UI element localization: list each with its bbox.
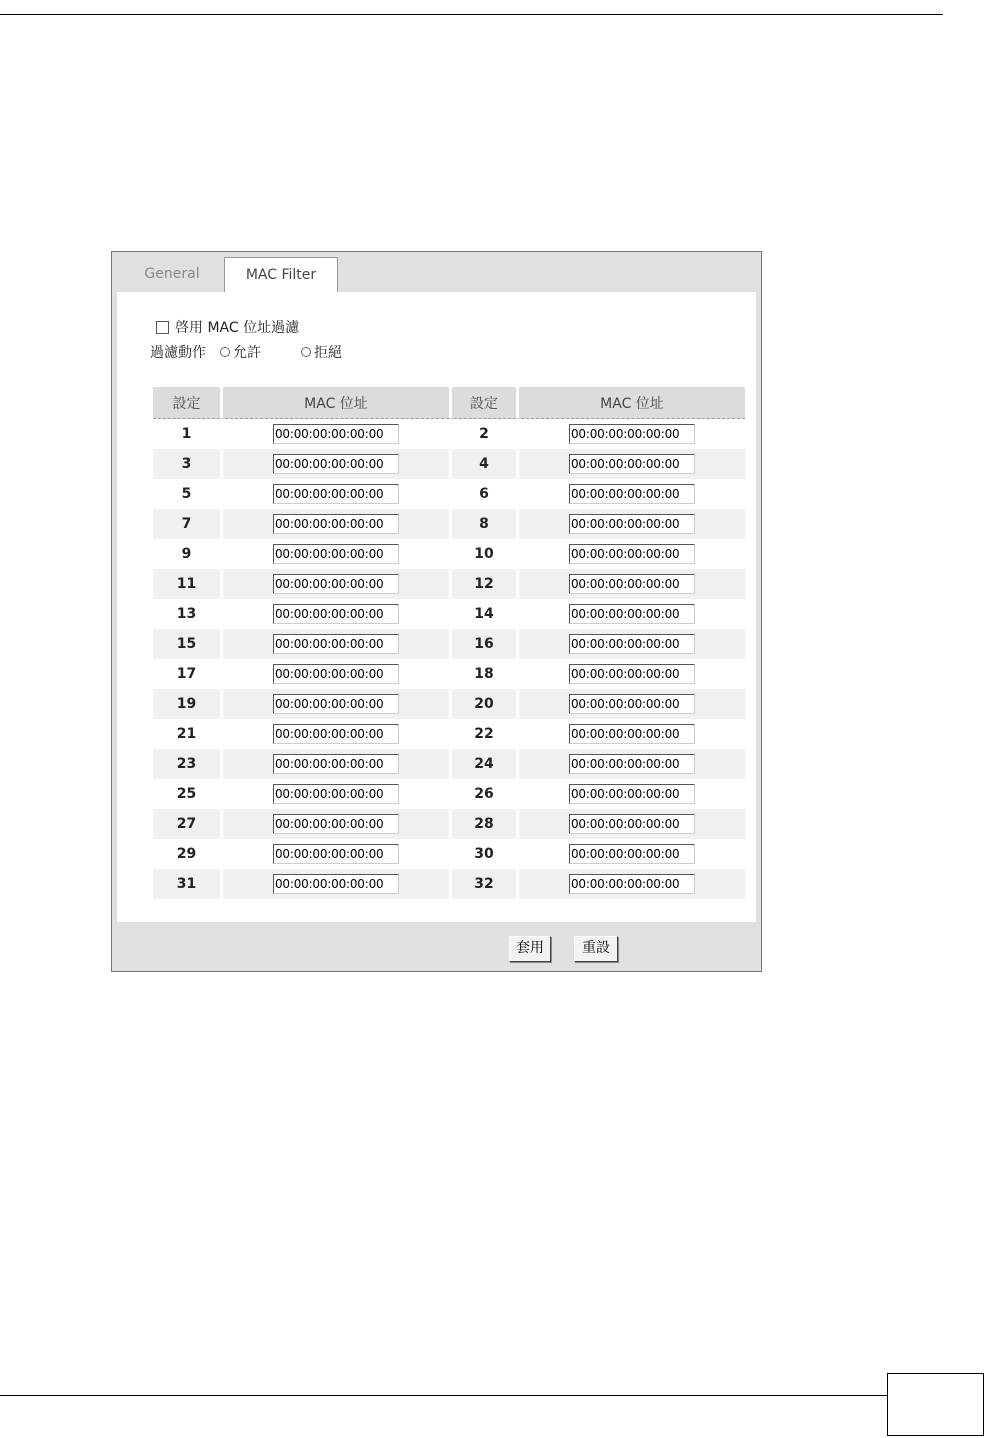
table-row [153, 779, 745, 809]
mac-cell [516, 629, 745, 659]
mac-cell [516, 419, 745, 449]
table-row [153, 509, 745, 539]
mac-address-input[interactable] [273, 814, 399, 834]
entry-number: 29 [176, 846, 197, 862]
mac-address-input[interactable] [273, 754, 399, 774]
mac-cell [516, 509, 745, 539]
allow-radio[interactable] [220, 347, 230, 357]
mac-address-input[interactable] [569, 754, 695, 774]
mac-address-input[interactable] [273, 784, 399, 804]
mac-cell [220, 449, 449, 479]
apply-button[interactable]: 套用 [509, 936, 551, 962]
table-row [153, 749, 745, 779]
entry-number: 28 [449, 809, 516, 839]
entry-number: 11 [153, 569, 220, 599]
mac-cell [516, 539, 745, 569]
mac-address-input[interactable] [569, 574, 695, 594]
mac-cell [220, 659, 449, 689]
mac-cell [220, 869, 449, 899]
entry-number: 13 [176, 606, 197, 622]
entry-number: 2 [449, 419, 516, 449]
mac-cell [516, 779, 745, 809]
mac-cell [516, 479, 745, 509]
allow-option[interactable] [220, 342, 261, 362]
entry-number: 24 [449, 749, 516, 779]
mac-address-input[interactable] [569, 424, 695, 444]
tab-content [117, 292, 756, 922]
entry-number: 9 [181, 546, 192, 562]
mac-cell [516, 689, 745, 719]
table-row [153, 809, 745, 839]
entry-number: 18 [449, 659, 516, 689]
mac-address-input[interactable] [273, 874, 399, 894]
table-header-row [153, 387, 745, 419]
deny-label: 拒絕 [314, 345, 342, 361]
entry-number: 10 [449, 539, 516, 569]
entry-number: 26 [449, 779, 516, 809]
entry-number: 5 [181, 486, 192, 502]
mac-cell [220, 839, 449, 869]
entry-number: 7 [153, 509, 220, 539]
mac-cell [516, 839, 745, 869]
entry-number: 25 [176, 786, 197, 802]
top-rule [0, 14, 943, 15]
entry-number: 3 [153, 449, 220, 479]
mac-cell [220, 779, 449, 809]
mac-cell [220, 809, 449, 839]
mac-cell [516, 569, 745, 599]
mac-address-input[interactable] [569, 784, 695, 804]
entry-number: 16 [449, 629, 516, 659]
entry-number: 20 [449, 689, 516, 719]
mac-address-input[interactable] [569, 664, 695, 684]
entry-number: 12 [449, 569, 516, 599]
table-row [153, 449, 745, 479]
mac-cell [516, 659, 745, 689]
mac-cell [220, 539, 449, 569]
mac-address-input[interactable] [569, 814, 695, 834]
enable-filter-row [156, 317, 299, 337]
mac-cell [220, 419, 449, 449]
tab-mac-filter[interactable]: MAC Filter [224, 257, 338, 293]
button-bar [112, 922, 761, 971]
reset-button[interactable]: 重設 [574, 936, 618, 962]
entry-number: 21 [176, 726, 197, 742]
table-row [153, 689, 745, 719]
mac-address-input[interactable] [273, 424, 399, 444]
entry-number: 6 [449, 479, 516, 509]
tab-bar [112, 252, 761, 292]
mac-address-input[interactable] [569, 514, 695, 534]
mac-address-input[interactable] [569, 634, 695, 654]
entry-number: 14 [449, 599, 516, 629]
mac-cell [516, 809, 745, 839]
table-row [153, 629, 745, 659]
filter-action-label: 過濾動作 [150, 345, 206, 361]
mac-cell [220, 599, 449, 629]
mac-address-input[interactable] [569, 694, 695, 714]
entry-number: 15 [153, 629, 220, 659]
mac-cell [516, 449, 745, 479]
enable-filter-checkbox[interactable] [156, 321, 169, 334]
entry-number: 32 [449, 869, 516, 899]
mac-address-input[interactable] [273, 484, 399, 504]
table-row [153, 539, 745, 569]
mac-address-input[interactable] [273, 454, 399, 474]
mac-cell [220, 629, 449, 659]
tab-general[interactable]: General [144, 266, 200, 282]
mac-cell [220, 479, 449, 509]
mac-address-input[interactable] [273, 514, 399, 534]
page-number-box [887, 1373, 984, 1436]
mac-address-input[interactable] [569, 724, 695, 744]
mac-address-input[interactable] [569, 844, 695, 864]
mac-address-input[interactable] [569, 874, 695, 894]
mac-address-input[interactable] [569, 454, 695, 474]
mac-cell [516, 719, 745, 749]
mac-cell [516, 749, 745, 779]
table-row [153, 479, 745, 509]
mac-cell [516, 869, 745, 899]
mac-address-input[interactable] [273, 664, 399, 684]
table-row [153, 719, 745, 749]
mac-address-table [153, 387, 745, 899]
mac-address-input[interactable] [273, 844, 399, 864]
entry-number: 4 [449, 449, 516, 479]
entry-number: 30 [449, 839, 516, 869]
mac-address-input[interactable] [569, 484, 695, 504]
column-header-setting: 設定 [153, 387, 220, 419]
entry-number: 17 [176, 666, 197, 682]
enable-filter-label: 啓用 MAC 位址過濾 [175, 320, 300, 336]
entry-number: 19 [153, 689, 220, 719]
entry-number: 31 [153, 869, 220, 899]
column-header-mac: MAC 位址 [220, 387, 449, 419]
table-row [153, 599, 745, 629]
mac-address-input[interactable] [569, 544, 695, 564]
mac-cell [220, 719, 449, 749]
table-row [153, 869, 745, 899]
mac-cell [516, 599, 745, 629]
mac-cell [220, 689, 449, 719]
mac-address-input[interactable] [273, 694, 399, 714]
mac-cell [220, 569, 449, 599]
table-row [153, 839, 745, 869]
table-row [153, 419, 745, 449]
table-row [153, 659, 745, 689]
deny-radio[interactable] [301, 347, 311, 357]
mac-filter-panel [111, 251, 762, 972]
column-header-mac: MAC 位址 [516, 387, 745, 419]
mac-cell [220, 749, 449, 779]
mac-address-input[interactable] [273, 604, 399, 624]
mac-address-input[interactable] [273, 634, 399, 654]
entry-number: 27 [153, 809, 220, 839]
column-header-setting: 設定 [449, 387, 516, 419]
entry-number: 1 [181, 426, 192, 442]
deny-option[interactable] [301, 342, 342, 362]
entry-number: 22 [449, 719, 516, 749]
mac-address-input[interactable] [273, 574, 399, 594]
table-row [153, 569, 745, 599]
mac-address-input[interactable] [273, 724, 399, 744]
mac-address-input[interactable] [569, 604, 695, 624]
entry-number: 8 [449, 509, 516, 539]
filter-action-row [150, 342, 342, 362]
allow-label: 允許 [233, 345, 261, 361]
entry-number: 23 [153, 749, 220, 779]
bottom-rule [0, 1395, 887, 1396]
mac-address-input[interactable] [273, 544, 399, 564]
mac-cell [220, 509, 449, 539]
